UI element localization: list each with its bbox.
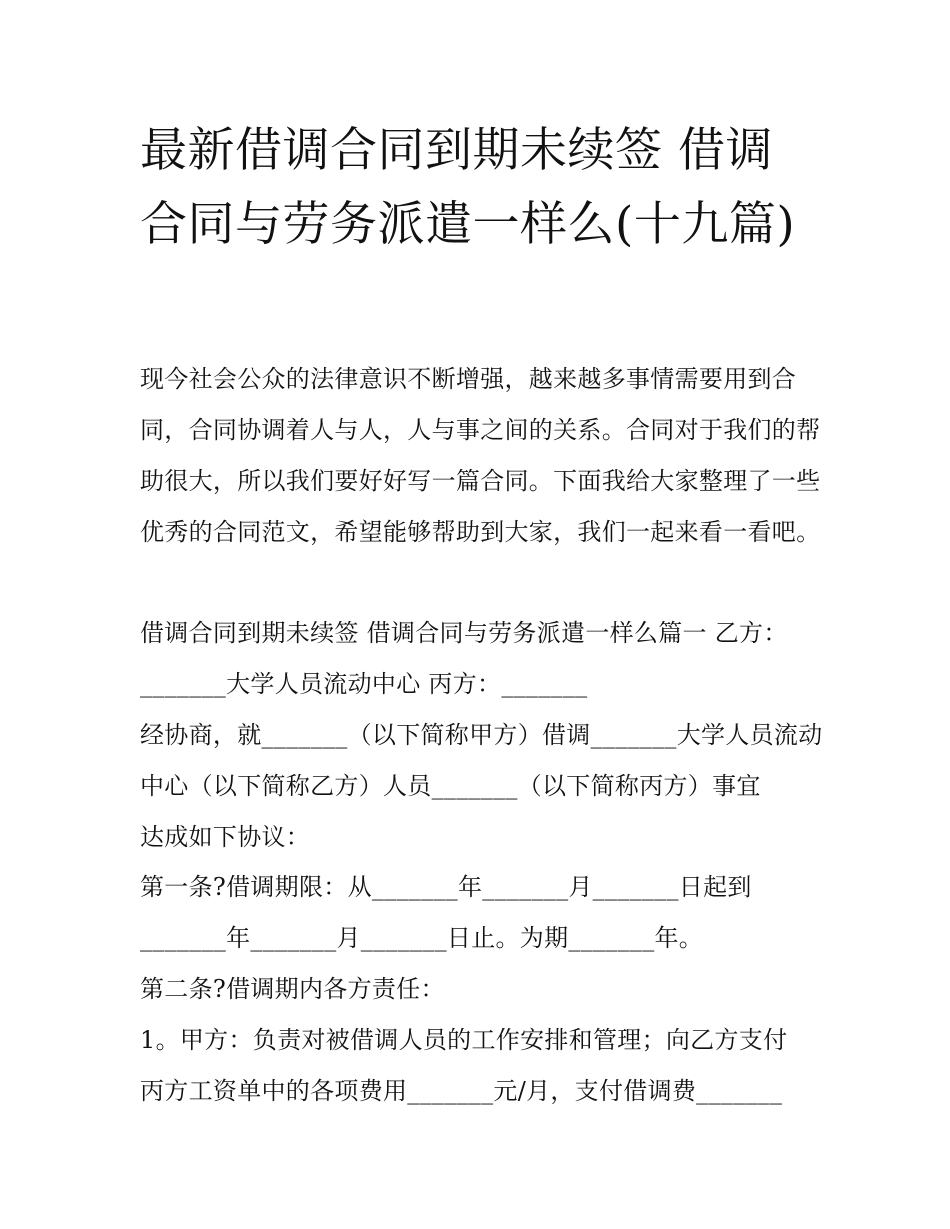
duty-party-a-continued: 丙方工资单中的各项费用_______元/月，支付借调费_______ <box>140 1077 783 1105</box>
article-2: 第二条?借调期内各方责任： <box>140 975 445 1003</box>
article-1: 第一条?借调期限：从_______年_______月_______日起到 <box>140 873 752 901</box>
duty-party-a: 1。甲方：负责对被借调人员的工作安排和管理；向乙方支付 <box>140 1026 788 1054</box>
section-heading: 借调合同到期未续签 借调合同与劳务派遣一样么篇一 乙方： <box>140 619 788 647</box>
article-1-continued: _______年_______月_______日止。为期_______年。 <box>140 924 704 952</box>
consultation-paragraph: 经协商，就_______（以下简称甲方）借调_______大学人员流动中心（以下简称乙方）人员_______（以下简称丙方）事宜 <box>140 721 823 800</box>
document-title: 最新借调合同到期未续签 借调合同与劳务派遣一样么(十九篇) <box>140 123 796 252</box>
agreement-line: 达成如下协议： <box>140 823 311 851</box>
intro-paragraph: 现今社会公众的法律意识不断增强，越来越多事情需要用到合同，合同协调着人与人，人与事之间的关系。合同对于我们的帮助很大，所以我们要好好写一篇合同。下面我给大家整理了一些优秀的合同范文，希望能够帮助到大家，我们一起来看一看吧。 <box>140 365 821 546</box>
parties-line: _______大学人员流动中心 丙方：_______ <box>140 670 588 698</box>
